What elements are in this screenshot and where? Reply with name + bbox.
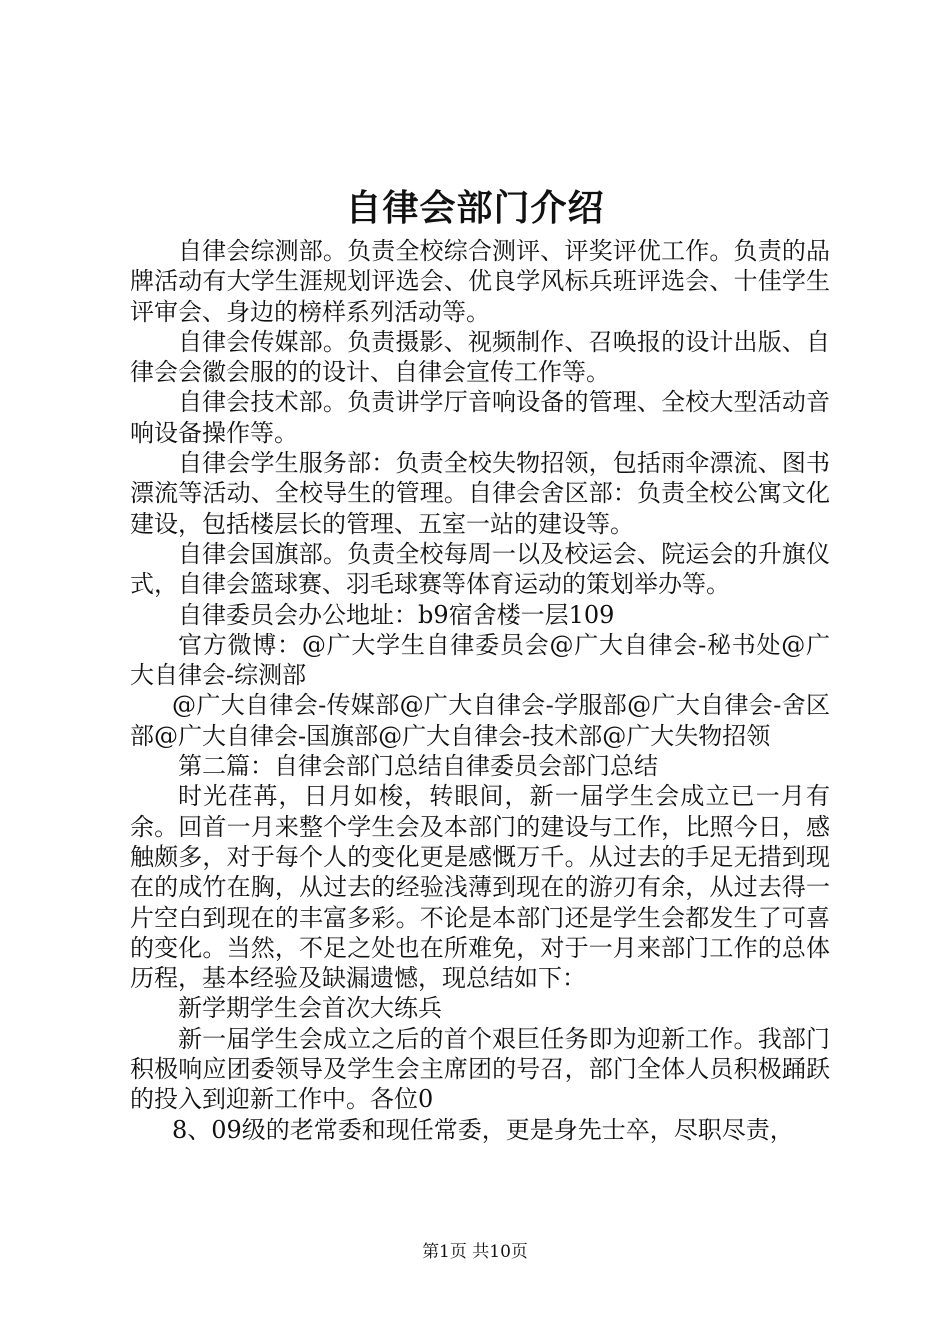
paragraph-dept-evaluation: 自律会综测部。负责全校综合测评、评奖评优工作。负责的品牌活动有大学生涯规划评选会、优良学风标兵班评选会、十佳学生评审会、身边的榜样系列活动等。 [130,237,830,326]
paragraph-weibo: 官方微博：@广大学生自律委员会@广大自律会-秘书处@广大自律会-综测部 [130,630,830,690]
paragraph-subheading: 新学期学生会首次大练兵 [178,994,442,1023]
page-footer: 第1页 共10页 [422,1242,528,1262]
paragraph-weibo-accounts: @广大自律会-传媒部@广大自律会-学服部@广大自律会-舍区部@广大自律会-国旗部@广大自律会-技术部@广大失物招领 [130,691,830,750]
paragraph-dept-technology: 自律会技术部。负责讲学厅音响设备的管理、全校大型活动音响设备操作等。 [130,388,830,447]
paragraph-office-address: 自律委员会办公地址：b9宿舍楼一层109 [178,600,615,629]
document-body [130,236,830,1145]
paragraph-continuation: 8、09级的老常委和现任常委，更是身先士卒，尽职尽责， [172,1115,794,1144]
page-title: 自律会部门介绍 [345,187,605,229]
paragraph-orientation-work: 新一届学生会成立之后的首个艰巨任务即为迎新工作。我部门积极响应团委领导及学生会主席团的号召，部门全体人员积极踊跃的投入到迎新工作中。各位0 [130,1024,830,1114]
paragraph-dept-student-service: 自律会学生服务部：负责全校失物招领，包括雨伞漂流、图书漂流等活动、全校导生的管理。自律会舍区部：负责全校公寓文化建设，包括楼层长的管理、五室一站的建设等。 [130,449,830,538]
paragraph-dept-media: 自律会传媒部。负责摄影、视频制作、召唤报的设计出版、自律会会徽会服的的设计、自律会宣传工作等。 [130,327,830,387]
paragraph-summary-intro: 时光荏苒，日月如梭，转眼间，新一届学生会成立已一月有余。回首一月来整个学生会及本部门的建设与工作，比照今日，感触颇多，对于每个人的变化更是感慨万千。从过去的手足无措到现在的成竹在胸，从过去的经验浅薄到现在的游刃有余，从过去得一片空白到现在的丰富多彩。不论是本部门还是学生会都发生了可喜的变化。当然，不足之处也在所难免，对于一月来部门工作的总体历程，基本经验及缺漏遗憾，现总结如下： [130,782,830,993]
paragraph-section-heading: 第二篇：自律会部门总结自律委员会部门总结 [178,752,658,781]
paragraph-dept-flag: 自律会国旗部。负责全校每周一以及校运会、院运会的升旗仪式，自律会篮球赛、羽毛球赛等体育运动的策划举办等。 [130,539,830,599]
